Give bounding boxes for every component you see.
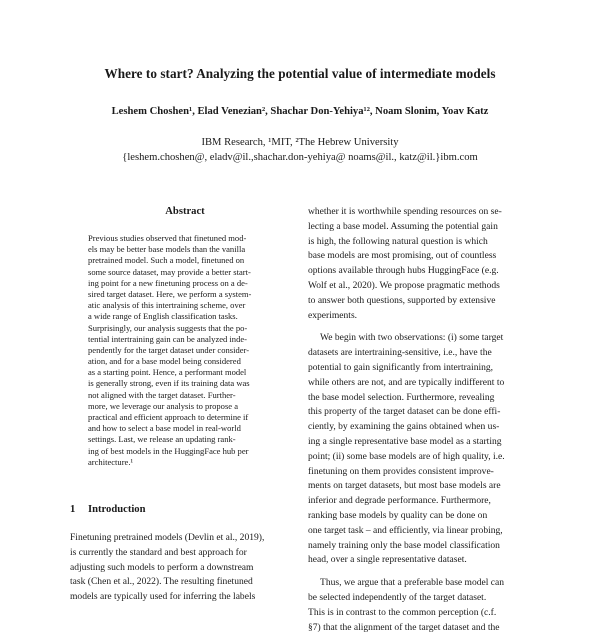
abstract-line: architecture.¹ xyxy=(88,456,134,467)
body-line: options available through hubs HuggingFace (e.g. xyxy=(308,265,499,277)
abstract-line: ing point for a new finetuning process on a de- xyxy=(88,277,248,288)
intro-line: is currently the standard and best approach for xyxy=(70,546,247,558)
body-line: the base model selection. Furthermore, revealing xyxy=(308,391,495,403)
abstract-line: more, we leverage our analysis to propose a xyxy=(88,400,238,411)
body-line: to answer both questions, supported by extensive xyxy=(308,294,496,306)
author-list: Leshem Choshen¹, Elad Venezian², Shachar Don-Yehiya¹², Noam Slonim, Yoav Katz xyxy=(111,106,489,117)
body-line: one target task – and efficiently, via linear probing, xyxy=(308,524,503,536)
section-heading xyxy=(70,504,300,515)
abstract-line: some source dataset, may provide a better start- xyxy=(88,266,251,277)
body-line: whether it is worthwhile spending resources on se- xyxy=(308,206,502,217)
abstract-line: tential intertraining gain can be analyzed inde- xyxy=(88,333,247,344)
abstract-line: els may be better base models than the vanilla xyxy=(88,244,246,255)
body-line: experiments. xyxy=(308,309,358,321)
body-line: ing a single representative base model as a starting xyxy=(308,435,502,447)
abstract-line: Previous studies observed that finetuned mod- xyxy=(88,233,247,243)
body-line: datasets are intertraining-sensitive, i.e., have the xyxy=(308,347,492,359)
right-column xyxy=(308,205,540,635)
paper-title: Where to start? Analyzing the potential value of intermediate models xyxy=(104,66,496,81)
right-paragraph-3 xyxy=(308,576,540,635)
abstract-line: a wide range of English classification tasks. xyxy=(88,311,238,322)
body-line: We begin with two observations: (i) some target xyxy=(320,332,504,344)
abstract-line: sired target dataset. Here, we perform a system- xyxy=(88,288,252,299)
intro-line: models are typically used for inferring the labels xyxy=(70,591,256,603)
body-line: Thus, we argue that a preferable base model can xyxy=(320,577,505,589)
abstract-line: ation, and for a base model being considered xyxy=(88,356,241,367)
right-paragraph-1 xyxy=(308,205,540,323)
right-paragraph-2 xyxy=(308,331,540,568)
abstract-heading: Abstract xyxy=(165,206,205,217)
abstract-line: pretrained model. Such a model, finetuned on xyxy=(88,255,245,266)
abstract-body xyxy=(88,233,290,468)
abstract-line: practical and efficient approach to determine if xyxy=(88,412,249,422)
affiliation-block xyxy=(0,135,600,165)
body-line: potential to gain significantly from intertraining, xyxy=(308,361,494,373)
body-line: base models are most promising, out of countless xyxy=(308,250,497,262)
intro-line: adjusting such models to perform a downstream xyxy=(70,561,254,573)
body-line: This is in contrast to the common perception (c.f. xyxy=(308,606,497,618)
abstract-line: Surprisingly, our analysis suggests that the po- xyxy=(88,322,248,333)
intro-paragraph xyxy=(70,531,302,605)
intro-line: Finetuning pretrained models (Devlin et al., 2019), xyxy=(70,532,265,543)
abstract-line: settings. Last, we release an updating rank- xyxy=(88,434,236,445)
body-line: §7) that the alignment of the target dataset and the xyxy=(308,621,500,633)
body-line: ments on target datasets, but most base models are xyxy=(308,480,501,492)
abstract-line: as a starting point. Hence, a performant model xyxy=(88,367,247,378)
body-line: lecting a base model. Assuming the potential gain xyxy=(308,220,498,232)
abstract-line: atic analysis of this intertraining scheme, over xyxy=(88,300,246,311)
body-line: is high, the following natural question is which xyxy=(308,235,488,247)
body-line: while others are not, and are typically indifferent to xyxy=(308,376,505,388)
body-line: head, over a single representative dataset. xyxy=(308,554,467,566)
body-line: Wolf et al., 2020). We propose pragmatic methods xyxy=(308,279,500,291)
body-line: be selected independently of the target dataset. xyxy=(308,591,487,603)
body-line: ciently, by examining the gains obtained when us- xyxy=(308,421,500,433)
section-number: 1 xyxy=(70,504,76,515)
intro-line: task (Chen et al., 2022). The resulting finetuned xyxy=(70,576,253,588)
section-title: Introduction xyxy=(88,504,146,515)
body-line: ranking base models by quality can be done on xyxy=(308,509,488,521)
abstract-line: and how to select a base model in real-world xyxy=(88,423,241,434)
abstract-line: ing of best models in the HuggingFace hub per xyxy=(88,445,249,456)
author-emails: {leshem.choshen@, eladv@il.,shachar.don-yehiya@ noams@il., katz@il.}ibm.com xyxy=(122,152,478,163)
affiliation: IBM Research, ¹MIT, ²The Hebrew University xyxy=(201,137,399,148)
body-line: finetuning on them provides consistent improve- xyxy=(308,465,494,477)
abstract-line: not aligned with the target dataset. Further- xyxy=(88,389,236,400)
abstract-line: pendently for the target dataset under consider- xyxy=(88,344,250,355)
body-line: this property of the target dataset can be done effi- xyxy=(308,406,501,418)
abstract-line: is generally strong, even if its training data was xyxy=(88,378,250,389)
body-line: namely training only the base model classification xyxy=(308,539,500,551)
body-line: inferior and degrade performance. Furthermore, xyxy=(308,495,491,507)
body-line: point; (ii) some base models are of high quality, i.e. xyxy=(308,450,505,462)
